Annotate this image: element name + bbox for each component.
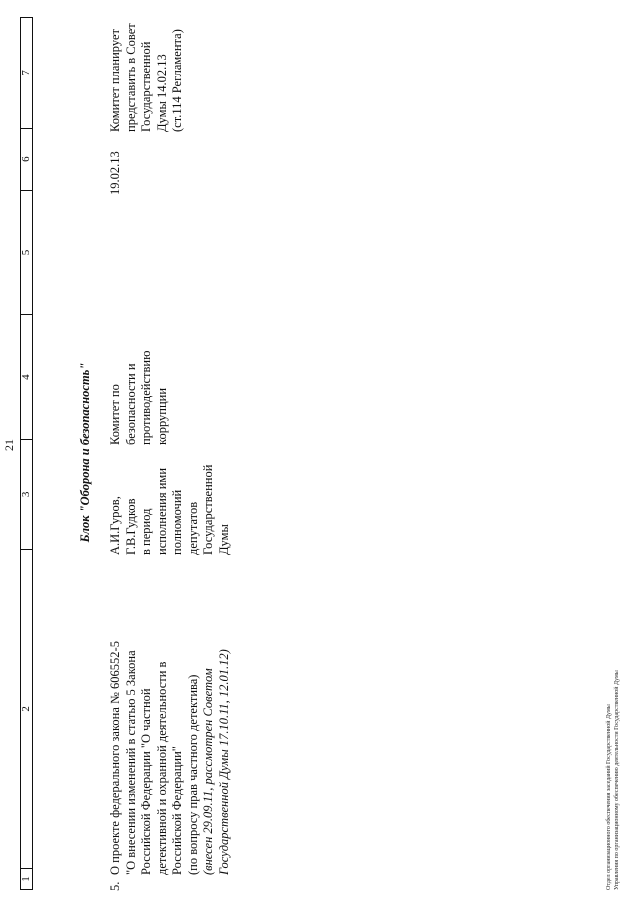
author-line: в период [139, 508, 153, 555]
header-col-5: 5 [21, 190, 32, 315]
bill-status-line: (внесен 29.09.11, рассмотрен Советом [201, 668, 215, 875]
note-line: Думы 14.02.13 [154, 54, 169, 132]
review-date: 19.02.13 [108, 151, 122, 195]
bill-title-line: О проекте федерального закона № 606552-5 [108, 641, 122, 875]
bill-title-line: Российской Федерации" [170, 746, 184, 875]
page-footer [605, 670, 621, 890]
note-line: Государственной [139, 41, 153, 132]
committee-line: противодействию [139, 350, 153, 445]
footer-line: Управления по организационному обеспечению деятельности Государственной Думы [614, 670, 620, 890]
responsible-committee [108, 351, 170, 445]
bill-title-line: "О внесении изменений в статью 5 Закона [123, 650, 138, 875]
bill-title [108, 641, 232, 875]
header-col-4: 4 [21, 314, 32, 439]
author-line: депутатов [185, 501, 200, 555]
block-title: Блок "Оборона и безопасность" [78, 362, 92, 543]
note-line: (ст.114 Регламента) [170, 29, 184, 132]
author-line: полномочий [170, 489, 184, 555]
bill-title-line: детективной и охранной деятельности в [154, 661, 169, 875]
footer-line: Отдел организационного обеспечения заседаний Государственной Думы [606, 704, 612, 890]
author-line: Государственной [201, 464, 215, 555]
header-col-7: 7 [20, 70, 32, 76]
bill-authors [108, 465, 232, 555]
row-number: 5. [108, 881, 122, 891]
note-line: представить в Совет [123, 23, 138, 132]
note-line: Комитет планирует [108, 29, 122, 132]
bill-title-line: (по вопросу прав частного детектива) [185, 674, 200, 875]
header-col-3: 3 [21, 439, 32, 549]
author-line: Думы [216, 524, 231, 555]
status-note [108, 23, 186, 132]
author-line: А.И.Гуров, [108, 496, 122, 555]
committee-line: безопасности и [123, 363, 138, 445]
column-number-header [20, 17, 33, 890]
author-line: Г.В.Гудков [123, 498, 138, 555]
author-line: исполнения ими [154, 467, 169, 555]
committee-line: Комитет по [108, 384, 122, 445]
header-col-1: 1 [21, 868, 32, 889]
page-number: 21 [2, 439, 16, 451]
bill-title-line: Российской Федерации "О частной [139, 688, 153, 875]
bill-status-line: Государственной Думы 17.10.11, 12.01.12) [216, 649, 231, 875]
committee-line: коррупции [154, 387, 169, 445]
header-col-2: 2 [21, 549, 32, 868]
header-col-6: 6 [21, 128, 32, 190]
